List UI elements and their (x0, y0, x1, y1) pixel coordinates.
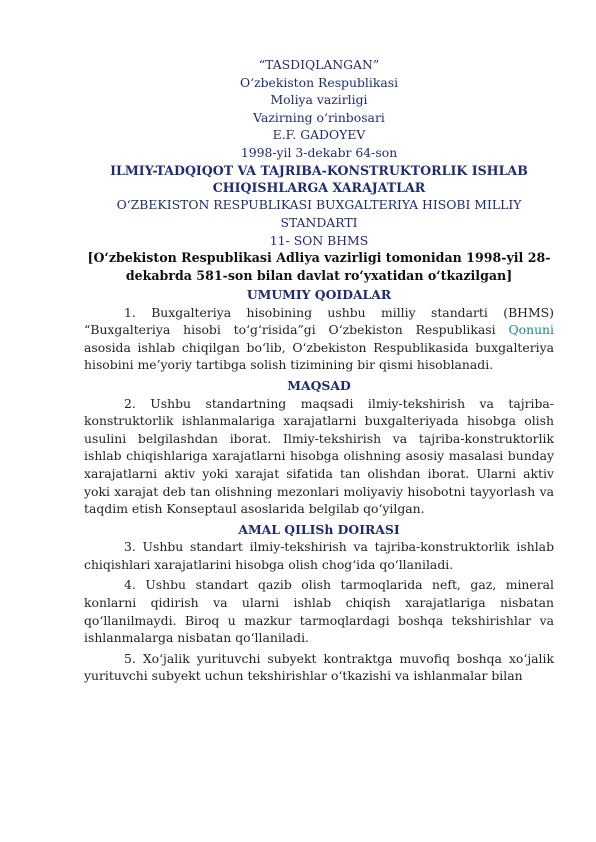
approval-line: “TASDIQLANGAN” (258, 57, 380, 72)
paragraph-2: 2. Ushbu standartning maqsadi ilmiy-tekshirish va tajriba-konstruktorlik ishlanmalariga xarajatlarni buxgalteriyada hisobga olish usulini belgilashdan iborat. Ilmiy-tekshirish va tajriba-konstruktorlik ishlab chiqishlariga xarajatlarni hisobga olishning asosiy masalasi bunday xarajatlarni aktiv yoki xarajat sifatida tan olishdan iborat. Ularni aktiv yoki xarajat deb tan olishning mezonlari moliyaviy hisobotni tayyorlash va taqdim etish Konseptaul asoslarida belgilab qo‘yilgan. (84, 395, 554, 517)
approval-line: E.F. GADOYEV (272, 127, 366, 143)
paragraph-5: 5. Xo‘jalik yurituvchi subyekt kontraktga muvofiq boshqa xo‘jalik yurituvchi subyekt uchun tekshirishlar o‘tkazishi va ishlanmalar bilan (84, 650, 554, 684)
paragraph-1-text-a: 1. Buxgalteriya hisobining ushbu milliy standarti (BHMS) “Buxgalteriya hisobi to‘g‘risida”gi O‘zbekiston Respublikasi (84, 304, 554, 338)
approval-line: O‘zbekiston Respublikasi (239, 74, 399, 90)
paragraph-1-text-b: asosida ishlab chiqilgan bo‘lib, O‘zbekiston Respublikasida buxgalteriya hisobini me’yoriy tartibga solish tizimining bir qismi hisoblanadi. (84, 339, 554, 373)
document-title: ILMIY-TADQIQOT VA TAJRIBA-KONSTRUKTORLIK ISHLAB CHIQISHLARGA XARAJATLAR (110, 162, 528, 195)
law-link[interactable]: Qonuni (508, 322, 554, 338)
paragraph-3: 3. Ushbu standart ilmiy-tekshirish va tajriba-konstruktorlik ishlab chiqishlari xarajatlarini hisobga olish chog‘ida qo‘llaniladi. (84, 539, 554, 572)
standard-name: O‘ZBEKISTON RESPUBLIKASI BUXGALTERIYA HISOBI MILLIY STANDARTI (116, 197, 522, 230)
paragraph-1 (84, 304, 554, 374)
paragraph-4: 4. Ushbu standart qazib olish tarmoqlarida neft, gaz, mineral konlarni qidirish va ularni ishlab chiqish xarajatlariga nisbatan qo‘llanilmaydi. Biroq u mazkur tarmoqlardagi boshqa tekshirishlar va ishlanmalarga nisbatan qo‘llaniladi. (84, 577, 554, 646)
section-heading-goal: MAQSAD (287, 377, 351, 393)
section-heading-general: UMUMIY QOIDALAR (246, 286, 392, 302)
standard-number: 11- SON BHMS (269, 232, 369, 248)
approval-line: Moliya vazirligi (270, 92, 368, 108)
approval-line: Vazirning o‘rinbosari (253, 109, 385, 125)
registration-note: [O‘zbekiston Respublikasi Adliya vazirligi tomonidan 1998-yil 28-dekabrda 581-son bilan davlat ro‘yxatidan o‘tkazilgan] (87, 250, 551, 283)
approval-block (84, 56, 554, 162)
section-heading-scope: AMAL QILISh DOIRASI (238, 521, 400, 537)
approval-line: 1998-yil 3-dekabr 64-son (240, 144, 398, 160)
